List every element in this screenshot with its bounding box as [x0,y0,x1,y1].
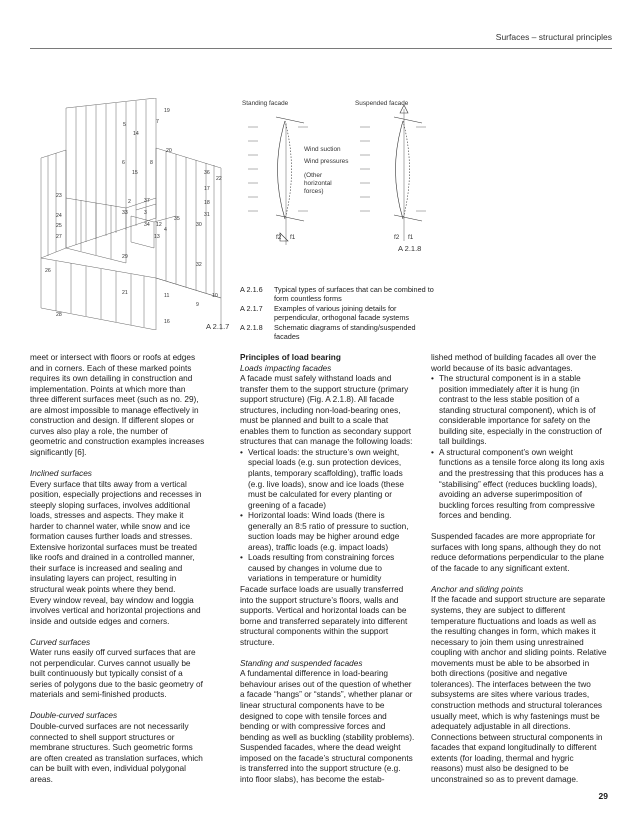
iso-num: 2 [128,199,131,205]
iso-num: 14 [133,131,139,137]
iso-num: 30 [196,222,202,228]
running-header: Surfaces – structural principles [495,32,612,42]
facade-svg [240,93,617,258]
caption-id: A 2.1.7 [240,303,263,313]
iso-num: 12 [156,222,162,228]
subheading: Double-curved surfaces [30,711,118,721]
caption-text: Examples of various joining details for perpendicular, orthogonal facade systems [274,303,410,323]
paragraph: Facade surface loads are usually transferred into the support structure’s floors, walls and supports. Vertical and horizontal loads can be borne and transferred separately into different structural components within the support structure. [240,585,408,647]
paragraph: Water runs easily off curved surfaces that are not perpendicular. Curves cannot usually be built continuously but typically consist of a series of polygons due to the basic geometry of materials and semi-finished products. [30,648,203,700]
f1-label: f1 [290,234,296,241]
paragraph: A facade must safely withstand loads and transfer them to the support structure (primary support structure) (Fig. A 2.1.8). All facade structures, including non-load-bearing ones, must be planned and built to a scale that enables them to function as secondary support structures that can manage the following loads: [240,374,413,447]
caption-row [240,285,440,304]
paragraph: Every window reveal, bay window and loggia involves vertical and horizontal projections and inside and outside edges and corners. [30,595,201,626]
header-rule [30,48,612,49]
iso-num: 11 [164,293,170,299]
standing-facade-label: Standing facade [242,100,289,107]
caption-text: Typical types of surfaces that can be combined to form countless forms [274,285,434,304]
iso-num: 3 [144,210,147,216]
paragraph: lished method of building facades all over the world because of its basic advantages. [431,353,597,373]
figure-label-a217: A 2.1.7 [206,322,230,331]
iso-num: 10 [212,293,218,299]
other-forces-label: forces) [304,188,324,195]
caption-row [240,323,440,342]
iso-num: 31 [204,212,210,218]
iso-num: 28 [56,312,62,318]
f2-label: f2 [276,234,282,241]
list-item: • Vertical loads: the structure’s own weight, special loads (e.g. sun protection devices, plants, temporary scaffolding), traffic loads (e.g. live loads), snow and ice loads (these must be calculated for every planting or greening of a facade) [240,448,416,511]
iso-num: 16 [164,319,170,325]
subheading: Inclined surfaces [30,468,92,478]
text-column-1 [30,353,206,785]
iso-num: 35 [174,216,180,222]
paragraph: Suspended facades are more appropriate for surfaces with long spans, although they do not reduce deformations perpendicular to the plane of the facade to any significant extent. [431,532,604,573]
caption-text: Schematic diagrams of standing/suspended facades [274,322,416,342]
iso-num: 33 [122,210,128,216]
caption-id: A 2.1.6 [240,285,263,294]
iso-num: 8 [150,160,153,166]
iso-num: 18 [204,200,210,206]
iso-num: 13 [154,234,160,240]
other-forces-label: (Other [304,172,323,179]
paragraph: meet or intersect with floors or roofs at edges and in corners. Each of these marked points requires its own detailing in construction and implementation. Points at which more than three different surfaces meet (such as no. 29), are almost impossible to manage effectively in construction and design. If different slopes or curves also play a role, the number of geometric and construction examples increases significantly [6]. [30,353,205,457]
caption-id: A 2.1.8 [240,322,263,332]
facade-diagram [240,93,617,258]
iso-num: 26 [45,268,51,274]
iso-num: 34 [144,222,150,228]
subheading: Curved surfaces [30,637,91,647]
subheading: Loads impacting facades [240,363,332,373]
iso-num: 20 [166,148,172,154]
paragraph: A fundamental difference in load-bearing behaviour arises out of the question of whether a facade “hangs” or “stands”, whether planar or linear structural components have to be designed to cope with tensile forces and bending or with compressive forces and bending as well as buckling (stability problems). Suspended facades, where the dead weight imposed on the facade’s structural components is transferred into the support structure (e.g. into floor slabs), has become the estab- [240,669,415,784]
iso-num: 36 [204,170,210,176]
figure-captions [240,285,440,341]
wind-pressures-label: Wind pressures [304,158,349,165]
iso-num: 29 [122,254,128,260]
subheading: Standing and suspended facades [240,658,363,668]
section-heading: Principles of load bearing [240,353,341,362]
iso-num: 9 [196,302,199,308]
paragraph: Every surface that tilts away from a vertical position, especially projections and recesses in steeply sloping surfaces, involves additional loads, stresses and aspects. They make it harder to channel water, while snow and ice formation causes further loads and stresses. Extensive horizontal surfaces must be treated like roofs and drained in a controlled manner, their surface is increased and sealing and insulating layers can project, resulting in structural weak points where they bend. [30,479,202,594]
other-forces-label: horizontal [304,180,332,187]
iso-num: 32 [196,262,202,268]
list-item: • Horizontal loads: Wind loads (there is generally an 8:5 ratio of pressure to suction, suction loads may be higher around edge areas), traffic loads (e.g. impact loads) [240,511,416,553]
iso-num: 21 [122,290,128,296]
iso-num: 24 [56,213,62,219]
f2-label: f2 [394,234,400,241]
subheading: Anchor and sliding points [431,584,524,594]
list-item: • Loads resulting from constraining forces caused by changes in volume due to variations in temperature or humidity [240,553,416,585]
iso-num: 7 [156,119,159,125]
list-item: • A structural component’s own weight functions as a tensile force along its long axis and the prestressing that this produces has a “stabilising” effect (reduces buckling loads), avoiding an adverse superimposition of buckling forces resulting from compressive forces and bending. [431,448,607,522]
wind-suction-label: Wind suction [304,146,341,153]
list-item: • The structural component is in a stable position immediately after it is hung (in contrast to the less stable position of a standing structural component), which is of considerable importance for safety on the building site, especially in the construction of tall buildings. [431,374,607,448]
iso-num: 6 [122,160,125,166]
iso-num: 5 [123,122,126,128]
iso-joint-diagram [36,98,232,330]
text-column-2 [240,353,416,785]
page-number: 29 [598,791,608,801]
iso-num: 22 [216,176,222,182]
f1-label: f1 [408,234,414,241]
iso-num: 4 [164,227,167,233]
iso-num: 19 [164,108,170,114]
text-column-3 [431,353,607,785]
bullet-list [431,374,607,522]
iso-joint-svg [36,98,232,330]
iso-num: 23 [56,193,62,199]
caption-row [240,304,440,323]
paragraph: If the facade and support structure are separate systems, they are subject to different temperature fluctuations and loads as well as the resulting changes in form, which makes it necessary to join them using unrestrained coupling with anchor and sliding points. Relative movements must be able to be absorbed in both directions (positive and negative tolerances). The interfaces between the two subsystems are sites where various trades, construction methods and structural tolerances usually meet, which is why fastenings must be adequately adjustable in all directions. Connections between structural components in facades that expand longitudinally to different extents (for loading, thermal and hygric reasons) must also be designed to be unconstrained so as to prevent damage. [431,595,607,784]
iso-num: 37 [144,198,150,204]
iso-num: 27 [56,234,62,240]
bullet-list [240,448,416,585]
figure-label-a218: A 2.1.8 [398,244,422,253]
paragraph: Double-curved surfaces are not necessarily connected to shell support structures or membrane structures. Such geometric forms are often created as translation surfaces, which can be built with even, individual polygonal areas. [30,722,203,784]
suspended-facade-label: Suspended facade [355,100,409,107]
iso-num: 17 [204,186,210,192]
iso-num: 25 [56,223,62,229]
iso-num: 15 [132,170,138,176]
